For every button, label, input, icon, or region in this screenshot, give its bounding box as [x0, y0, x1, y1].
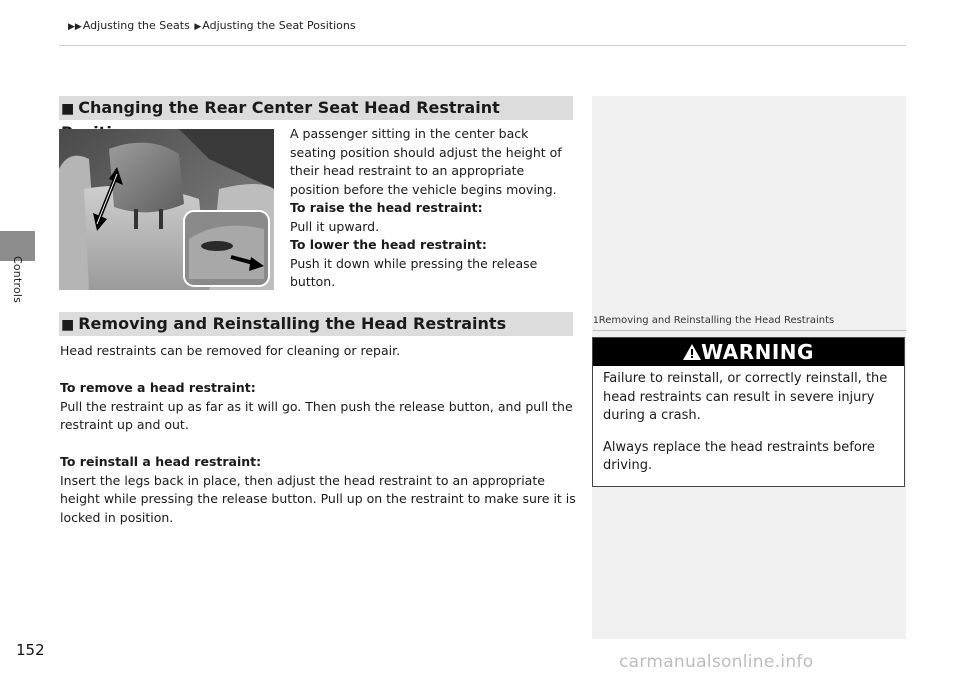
section2-intro: Head restraints can be removed for cleaning or repair.: [60, 343, 401, 358]
warning-box: [592, 337, 905, 487]
side-note-title-text[interactable]: Removing and Reinstalling the Head Restraints: [598, 315, 835, 326]
reference-mark: 1: [593, 316, 599, 326]
breadcrumb-level2[interactable]: Adjusting the Seat Positions: [202, 19, 356, 32]
section-heading-remove-reinstall: [59, 312, 573, 336]
reinstall-text: Insert the legs back in place, then adjust the head restraint to an appropriate height while pressing the release button. Pull up on the restraint to make sure it is locked in position.: [60, 472, 576, 525]
lower-heading: To lower the head restraint:: [290, 237, 487, 252]
section-title: Changing the Rear Center Seat Head Restraint: [78, 98, 500, 117]
warning-label: WARNING: [701, 340, 814, 364]
side-note-title: [593, 315, 834, 326]
remove-text: Pull the restraint up as far as it will go. Then push the release button, and pull the restraint up and out.: [60, 398, 573, 432]
header-divider: [59, 45, 906, 46]
section-title: Removing and Reinstalling the Head Restraints: [78, 314, 507, 333]
section-square-icon: ■: [61, 101, 75, 117]
warning-triangle-icon: [683, 344, 701, 360]
breadcrumb-arrow-icon: ▶: [194, 22, 202, 32]
breadcrumb: [67, 19, 356, 32]
warning-text-2: Always replace the head restraints before driving.: [603, 439, 875, 473]
head-restraint-illustration: [59, 129, 274, 290]
breadcrumb-arrow-icon: ▶▶: [68, 22, 82, 32]
warning-header: [593, 338, 904, 366]
warning-text-1: Failure to reinstall, or correctly reinstall, the head restraints can result in severe injury during a crash.: [603, 371, 888, 423]
section1-intro: A passenger sitting in the center back seating position should adjust the height of their head restraint to an appropriate position before the vehicle begins moving.: [290, 126, 562, 197]
section-heading-change-positions: [59, 96, 573, 120]
section1-text: [290, 125, 576, 292]
seat-drawing: [59, 129, 274, 290]
raise-heading: To raise the head restraint:: [290, 200, 483, 215]
remove-heading: To remove a head restraint:: [60, 380, 256, 395]
reinstall-heading: To reinstall a head restraint:: [60, 454, 262, 469]
lower-text: Push it down while pressing the release button.: [290, 255, 538, 289]
breadcrumb-level1[interactable]: Adjusting the Seats: [82, 19, 190, 32]
section-square-icon: ■: [61, 317, 75, 333]
side-note-divider: [593, 330, 906, 331]
page-number: 152: [16, 641, 45, 659]
watermark: carmanualsonline.info: [619, 652, 814, 672]
raise-text: Pull it upward.: [290, 218, 380, 234]
section2-text: [60, 342, 578, 527]
chapter-tab-label[interactable]: Controls: [11, 256, 24, 304]
warning-body: [593, 366, 904, 476]
